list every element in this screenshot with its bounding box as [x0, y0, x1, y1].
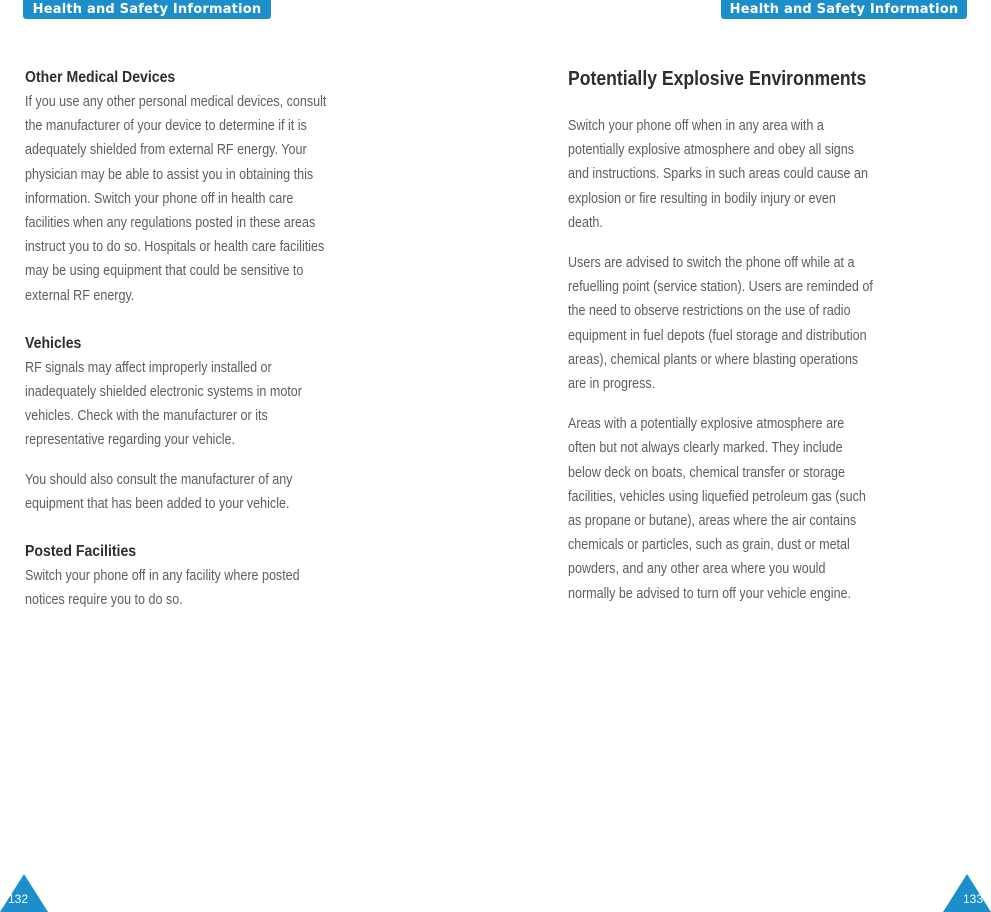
paragraph-explosive-2: Users are advised to switch the phone off while at a refuelling point (service station). Users are reminded of the need to observe restrictions on the use of radio equipment in fuel depots (fuel storage and distribution areas), chemical plants or where blasting operations are in progress.: [568, 255, 873, 393]
right-header-tab: Health and Safety Information: [721, 0, 967, 19]
page-number-right: 133: [962, 892, 983, 906]
paragraph-vehicles: RF signals may affect improperly installed or inadequately shielded electronic systems in motor vehicles. Check with the manufacturer or its representative regarding your vehicle.: [25, 359, 302, 449]
paragraph-medical: If you use any other personal medical devices, consult the manufacturer of your device to determine if it is adequately shielded from external RF energy. Your physician may be able to assist you in obtaining this information. Switch your phone off in health care facilities when any regulations posted in these areas instruct you to do so. Hospitals or health care facilities may be using equipment that could be sensitive to external RF energy.: [25, 94, 327, 304]
paragraph-vehicles-2: You should also consult the manufacturer of any equipment that has been added to your vehicle.: [25, 471, 293, 512]
heading-other-medical-devices: Other Medical Devices: [25, 69, 176, 86]
page-number-left: 132: [8, 892, 29, 906]
heading-vehicles: Vehicles: [25, 334, 82, 352]
paragraph-explosive-3: Areas with a potentially explosive atmosphere are often but not always clearly marked. They include below deck on boats, chemical transfer or storage facilities, vehicles using liquefied petroleum gas (such as propane or butane), areas where the air contains chemicals or particles, such as grain, dust or metal powders, and any other area where you would normally be advised to turn off your vehicle engine.: [568, 416, 866, 602]
left-content: [25, 66, 435, 612]
heading-potentially-explosive: Potentially Explosive Environments: [568, 68, 867, 90]
left-header-tab: Health and Safety Information: [23, 0, 271, 19]
right-page: [495, 0, 991, 912]
left-page: [0, 0, 495, 912]
page-number-badge-left: [0, 874, 48, 912]
page-number-badge-right: [943, 874, 991, 912]
heading-posted-facilities: Posted Facilities: [25, 543, 137, 561]
right-content: [568, 66, 978, 606]
paragraph-posted: Switch your phone off in any facility where posted notices require you to do so.: [25, 568, 300, 609]
paragraph-explosive-1: Switch your phone off when in any area with a potentially explosive atmosphere and obey all signs and instructions. Sparks in such areas could cause an explosion or fire resulting in bodily injury or even death.: [568, 118, 868, 231]
